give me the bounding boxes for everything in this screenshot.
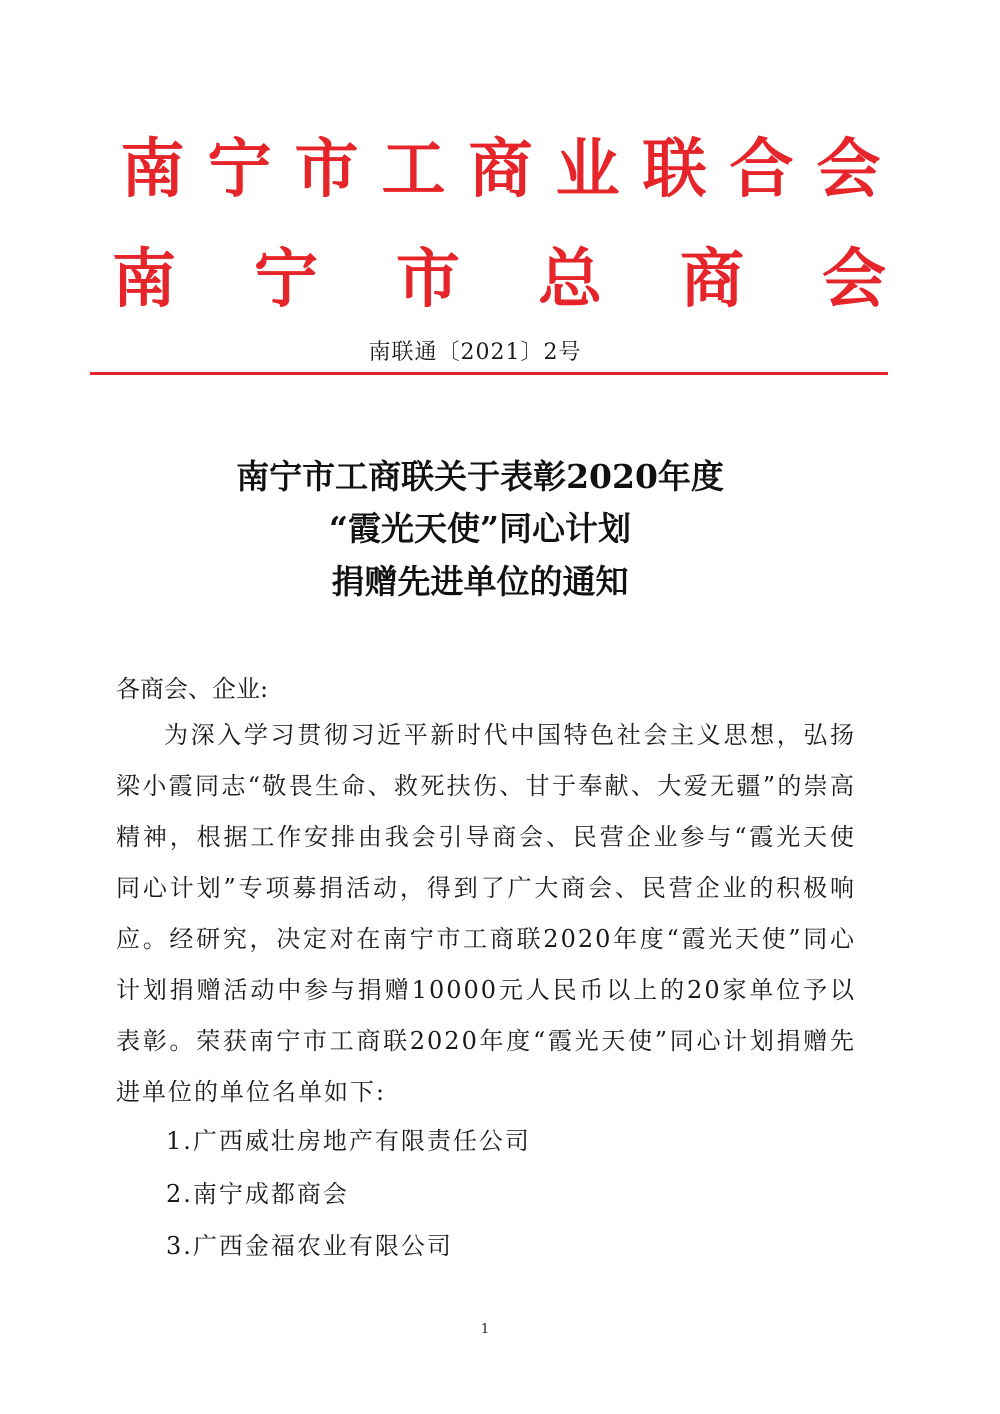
salutation: 各商会、企业: [116,675,269,703]
document-number: 南联通〔2021〕2号 [368,340,582,365]
document-title-line-2: “霞光天使”同心计划 [329,509,631,548]
page-number: 1 [480,1322,490,1337]
red-divider-line [90,372,888,375]
organization-name-line-1: 南宁市工商业联合会 [120,133,904,207]
list-item: 3.广西金福农业有限公司 [166,1232,453,1260]
list-item: 1.广西威壮房地产有限责任公司 [166,1127,531,1155]
organization-name-line-2: 南宁市总商会 [112,243,964,317]
document-title-line-1: 南宁市工商联关于表彰2020年度 [236,457,724,496]
list-item: 2.南宁成都商会 [166,1180,349,1208]
body-paragraph: 为深入学习贯彻习近平新时代中国特色社会主义思想，弘扬梁小霞同志“敬畏生命、救死扶伤、甘于奉献、大爱无疆”的崇高精神，根据工作安排由我会引导商会、民营企业参与“霞光天使同心计划”专项募捐活动，得到了广大商会、民营企业的积极响应。经研究，决定对在南宁市工商联2020年度“霞光天使”同心计划捐赠活动中参与捐赠10000元人民币以上的20家单位予以表彰。荣获南宁市工商联2020年度“霞光天使”同心计划捐赠先进单位的单位名单如下: [116,721,856,1106]
document-title-line-3: 捐赠先进单位的通知 [331,562,629,601]
